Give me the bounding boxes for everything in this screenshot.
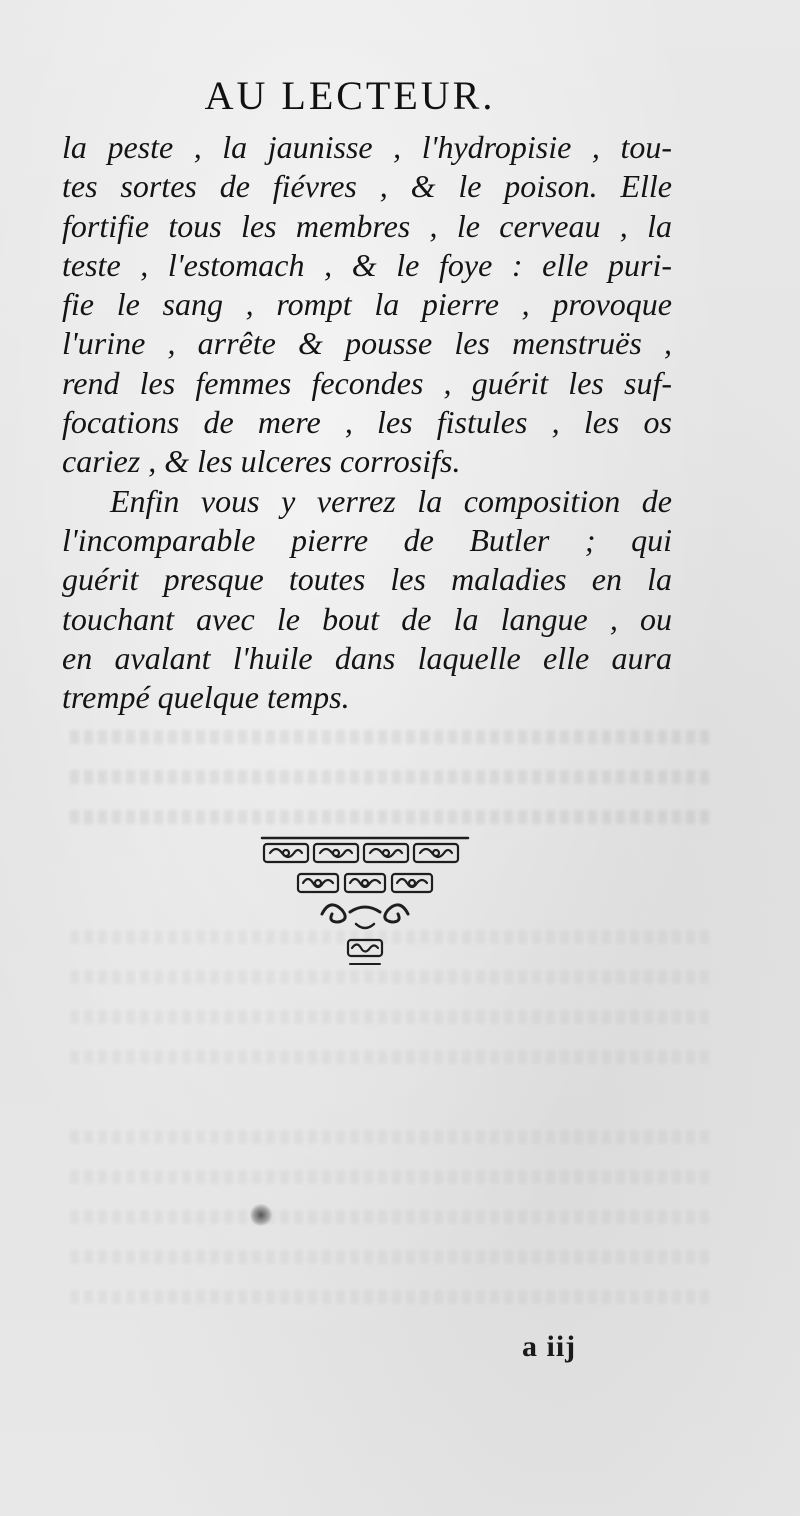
- text-line: trempé quelque temps.: [62, 679, 350, 716]
- show-through: [70, 1130, 710, 1144]
- text-line: rend les femmes fecondes , guérit les suf-: [62, 364, 672, 401]
- fleuron-ornament-icon: [250, 832, 480, 972]
- text-line: tes sortes de fiévres , & le poison. Elle: [62, 168, 672, 205]
- show-through: [70, 810, 710, 824]
- show-through: [70, 1250, 710, 1264]
- text-line: guérit presque toutes les maladies en la: [62, 561, 672, 598]
- text-line: la peste , la jaunisse , l'hydropisie , tou-: [62, 129, 672, 165]
- show-through: [70, 1170, 710, 1184]
- ink-spot: [250, 1204, 272, 1226]
- show-through: [70, 1290, 710, 1304]
- signature-mark: a iij: [522, 1330, 577, 1363]
- show-through: [70, 1050, 710, 1064]
- text-line: teste , l'estomach , & le foye : elle puri-: [62, 246, 672, 283]
- text-line: l'incomparable pierre de Butler ; qui: [62, 521, 672, 558]
- text-line: fortifie tous les membres , le cerveau , la: [62, 207, 672, 244]
- show-through: [70, 770, 710, 784]
- text-line: touchant avec le bout de la langue , ou: [62, 600, 672, 637]
- running-head: AU LECTEUR.: [204, 73, 496, 118]
- show-through: [70, 1210, 710, 1224]
- text-line: en avalant l'huile dans laquelle elle aura: [62, 639, 672, 676]
- text-line: focations de mere , les fistules , les os: [62, 404, 672, 441]
- show-through: [70, 730, 710, 744]
- body-text: [62, 128, 672, 717]
- text-line: Enfin vous y verrez la composition de: [110, 482, 672, 519]
- show-through: [70, 1010, 710, 1024]
- text-line: cariez , & les ulceres corrosifs.: [62, 443, 461, 480]
- show-through: [70, 970, 710, 984]
- text-line: l'urine , arrête & pousse les menstruës ,: [62, 325, 672, 362]
- text-line: fie le sang , rompt la pierre , provoque: [62, 286, 672, 323]
